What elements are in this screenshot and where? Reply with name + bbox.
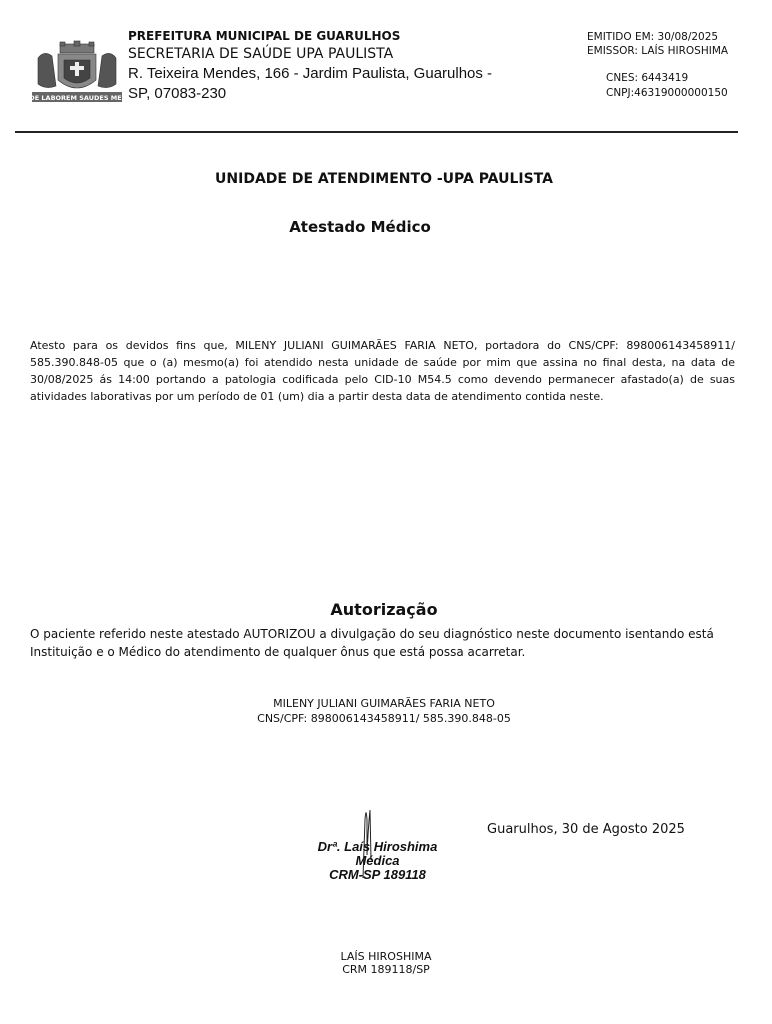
emitido-date: EMITIDO EM: 30/08/2025 xyxy=(587,31,719,43)
document-title: UNIDADE DE ATENDIMENTO -UPA PAULISTA xyxy=(215,171,553,187)
cnes: CNES: 6443419 xyxy=(606,72,689,84)
footer-doctor-name: LAÍS HIROSHIMA xyxy=(340,950,432,963)
issue-date-line: Guarulhos, 30 de Agosto 2025 xyxy=(487,822,685,837)
emissor: EMISSOR: LAÍS HIROSHIMA xyxy=(587,45,729,57)
header-divider xyxy=(15,131,738,133)
secretaria-name: SECRETARIA DE SAÚDE UPA PAULISTA xyxy=(128,46,394,62)
org-name: PREFEITURA MUNICIPAL DE GUARULHOS xyxy=(128,29,401,43)
stamp-role: Médica xyxy=(355,853,400,868)
patient-cns-cpf: CNS/CPF: 898006143458911/ 585.390.848-05 xyxy=(257,712,511,725)
org-address: R. Teixeira Mendes, 166 - Jardim Paulista, Guarulhos - SP, 07083-230 xyxy=(128,65,493,102)
cnpj: CNPJ:46319000000150 xyxy=(606,87,728,99)
document-subtitle: Atestado Médico xyxy=(289,218,431,236)
stamp-doctor-name: Drª. Laís Hiroshima xyxy=(317,839,438,854)
city-coat-of-arms-logo xyxy=(22,40,132,106)
stamp-crm: CRM-SP 189118 xyxy=(329,867,426,882)
authorization-title: Autorização xyxy=(330,600,438,619)
logo-motto: FIDE LABOREM SAUDES MENT xyxy=(22,94,132,102)
attestation-body: Atesto para os devidos fins que, MILENY JULIANI GUIMARÃES FARIA NETO, portadora do CNS/CPF: 898006143458911/ 585.390.848-05 que o (a) mesmo(a) foi atendido nesta unidade de saúde por mim que assina no final desta, na data de 30/08/2025 ás 14:00 portando a patologia codificada pelo CID-10 M54.5 como devendo permanecer afastado(a) de suas atividades laborativas por um período de 01 (um) dia a partir desta data de atendimento contida neste. xyxy=(30,339,735,403)
footer-crm: CRM 189118/SP xyxy=(342,963,430,976)
patient-name: MILENY JULIANI GUIMARÃES FARIA NETO xyxy=(273,697,495,710)
doctor-stamp xyxy=(300,840,455,882)
authorization-text: O paciente referido neste atestado AUTORIZOU a divulgação do seu diagnóstico neste documento isentando está Instituição e o Médico do atendimento de qualquer ônus que está possa acarretar. xyxy=(30,627,714,659)
